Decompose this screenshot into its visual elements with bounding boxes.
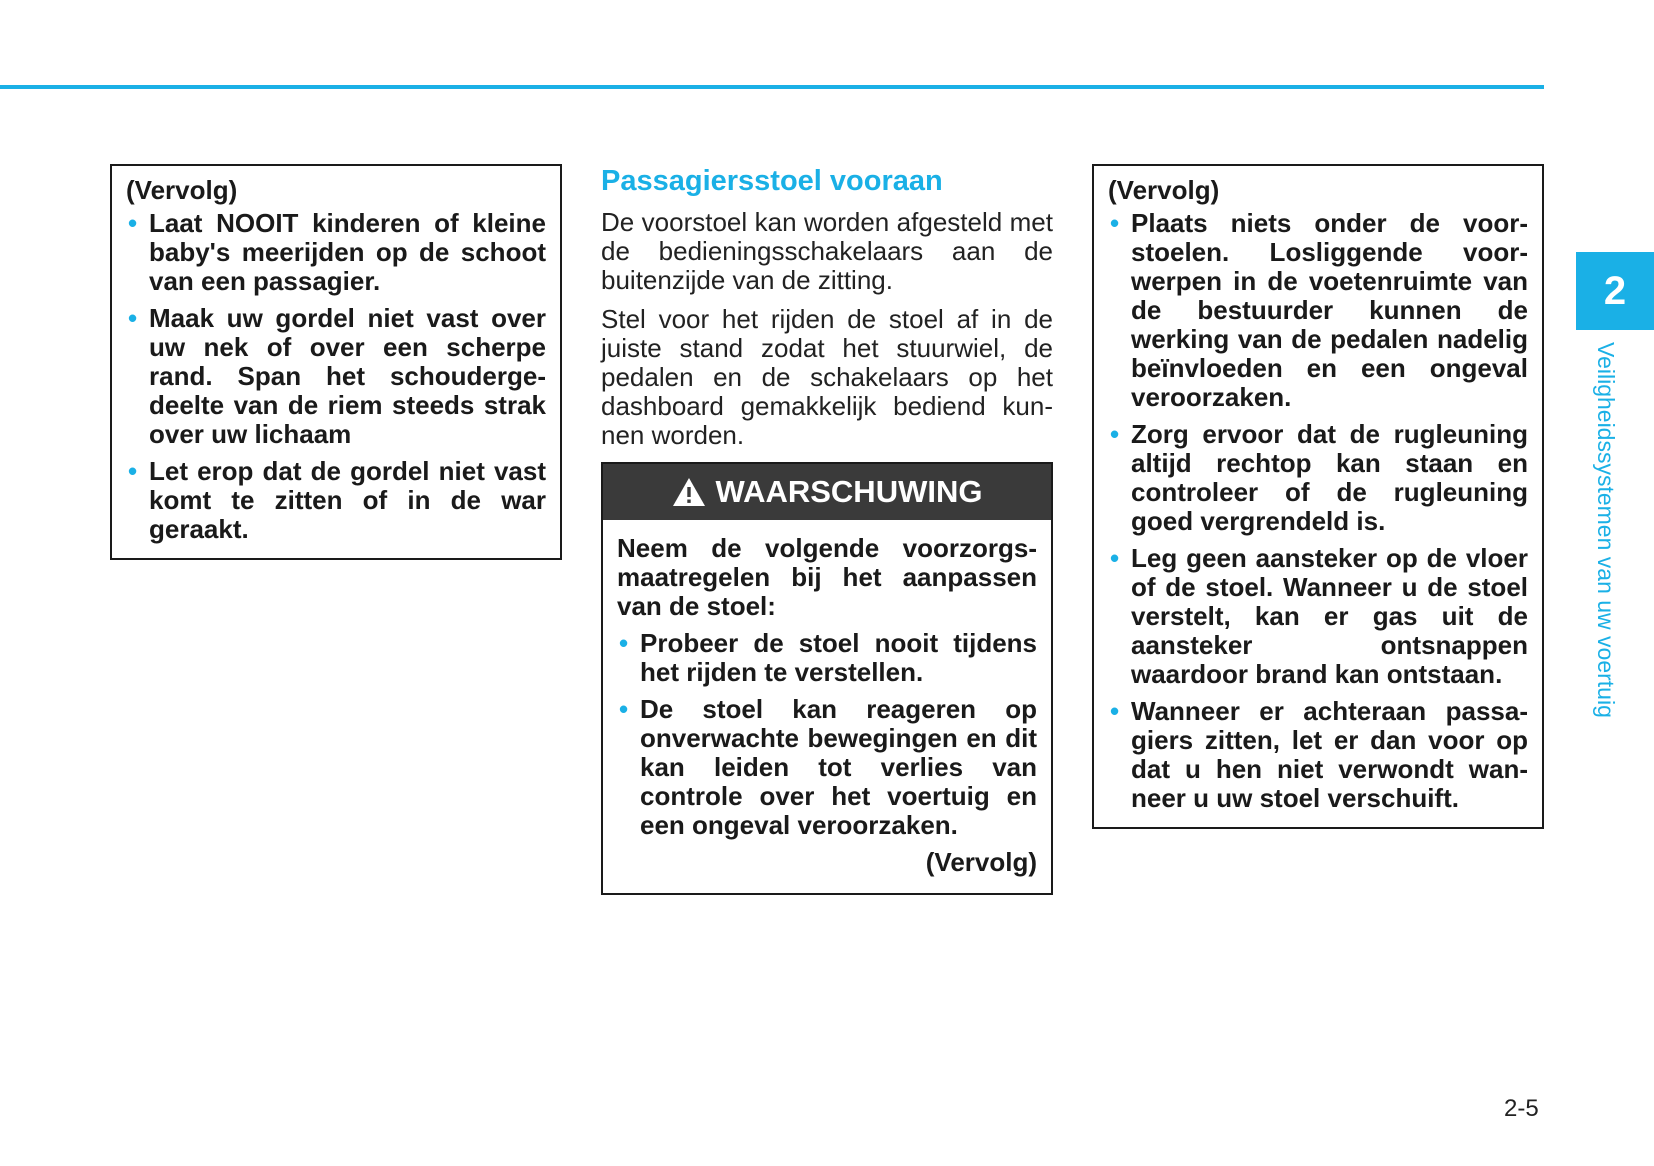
- list-item-text: Maak uw gordel niet vast over uw nek of over een scherpe rand. Span het schoudergedeelte van de riem steeds strak over uw lichaam: [149, 303, 546, 449]
- list-item: [1108, 544, 1528, 689]
- right-column: [1092, 164, 1544, 829]
- list-item-text: Laat NOOIT kinderen of kleine baby's meerijden op de schoot van een passagier.: [149, 208, 546, 296]
- bullet-dot-icon: •: [619, 628, 629, 658]
- list-item: [1108, 209, 1528, 412]
- left-bullet-list: [126, 209, 546, 544]
- chapter-tab: 2: [1576, 252, 1654, 330]
- paragraph: De voorstoel kan worden afgesteld met de bedieningsschakelaars aan de buitenzijde van de zitting.: [601, 207, 1053, 295]
- list-item-text: Let erop dat de gordel niet vast komt te zitten of in de war geraakt.: [149, 456, 546, 544]
- right-continued-label: (Vervolg): [1108, 175, 1220, 205]
- right-bullet-list: [1108, 209, 1528, 813]
- bullet-dot-icon: •: [1110, 419, 1120, 449]
- bullet-dot-icon: •: [128, 456, 138, 486]
- warning-triangle-icon: [672, 477, 706, 507]
- warning-bullet-list: [617, 629, 1037, 840]
- warning-intro: Neem de volgende voorzorgsmaatregelen bij het aanpassen van de stoel:: [617, 533, 1037, 621]
- top-rule: [0, 85, 1544, 89]
- warning-title: WAARSCHUWING: [715, 474, 983, 509]
- left-continued-box: [110, 164, 562, 560]
- list-item-text: De stoel kan reageren op onverwachte bewegingen en dit kan leiden tot verlies van controle over het voertuig en een ongeval veroorzaken.: [640, 694, 1037, 840]
- list-item-text: Wanneer er achteraan passagiers zitten, let er dan voor op dat u hen niet verwondt wanneer u uw stoel verschuift.: [1131, 696, 1528, 813]
- page-number: 2-5: [1504, 1095, 1539, 1122]
- bullet-dot-icon: •: [1110, 208, 1120, 238]
- right-continued-box: [1092, 164, 1544, 829]
- bullet-dot-icon: •: [1110, 543, 1120, 573]
- bullet-dot-icon: •: [1110, 696, 1120, 726]
- bullet-dot-icon: •: [619, 694, 629, 724]
- paragraph: Stel voor het rijden de stoel af in de juiste stand zodat het stuurwiel, de pedalen en de schakelaars op het dashboard gemakkelijk bediend kunnen worden.: [601, 304, 1053, 450]
- middle-column: [601, 164, 1053, 895]
- list-item: [617, 629, 1037, 687]
- list-item: [617, 695, 1037, 840]
- warning-box: [601, 462, 1053, 895]
- warning-header: [603, 464, 1051, 520]
- list-item: [1108, 697, 1528, 813]
- left-continued-label: (Vervolg): [126, 175, 238, 205]
- warning-body: [603, 520, 1051, 893]
- list-item: [1108, 420, 1528, 536]
- left-column: [110, 164, 562, 560]
- list-item-text: Leg geen aansteker op de vloer of de stoel. Wanneer u de stoel verstelt, kan er gas uit de aansteker ontsnappen waardoor brand kan ontstaan.: [1131, 543, 1528, 689]
- list-item-text: Probeer de stoel nooit tijdens het rijden te verstellen.: [640, 628, 1037, 687]
- chapter-label: Veiligheidssystemen van uw voertuig: [1593, 342, 1619, 718]
- warning-continued-label: (Vervolg): [925, 847, 1037, 877]
- list-item: [126, 209, 546, 296]
- list-item-text: Zorg ervoor dat de rugleuning altijd rechtop kan staan en controleer of de rugleuning goed vergrendeld is.: [1131, 419, 1528, 536]
- list-item-text: Plaats niets onder de voorstoelen. Losliggende voorwerpen in de voetenruimte van de bestuurder kunnen de werking van de pedalen nadelig beïnvloeden en een ongeval veroorzaken.: [1131, 208, 1528, 412]
- bullet-dot-icon: •: [128, 303, 138, 333]
- list-item: [126, 304, 546, 449]
- section-title: Passagiersstoel vooraan: [601, 165, 943, 197]
- list-item: [126, 457, 546, 544]
- bullet-dot-icon: •: [128, 208, 138, 238]
